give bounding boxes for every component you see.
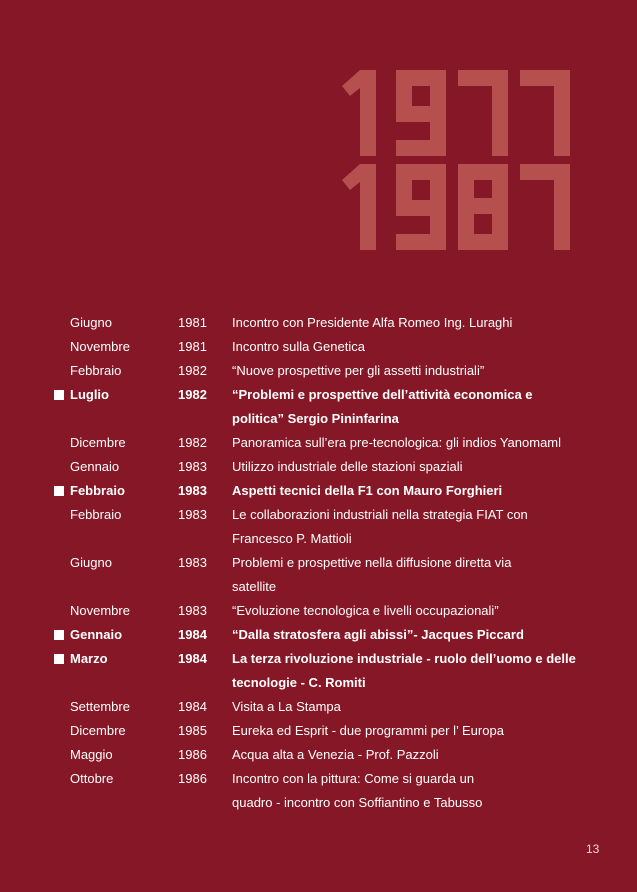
highlight-square-icon xyxy=(54,630,64,640)
event-description xyxy=(232,479,602,503)
event-row xyxy=(0,623,637,647)
event-description xyxy=(232,311,602,335)
event-description-line: politica” Sergio Pininfarina xyxy=(232,411,399,426)
event-description-line: Francesco P. Mattioli xyxy=(232,531,352,546)
event-description xyxy=(232,599,602,623)
digit-7 xyxy=(520,70,570,156)
event-row xyxy=(0,455,637,479)
event-row xyxy=(0,503,637,551)
event-row xyxy=(0,383,637,431)
digit-1 xyxy=(342,70,376,156)
event-description-line: Eureka ed Esprit - due programmi per l’ Europa xyxy=(232,723,504,738)
event-year: 1983 xyxy=(178,459,207,474)
event-year: 1981 xyxy=(178,339,207,354)
event-year: 1983 xyxy=(178,555,207,570)
event-description xyxy=(232,695,602,719)
digit-7 xyxy=(458,70,508,156)
event-row xyxy=(0,743,637,767)
event-description-line: La terza rivoluzione industriale - ruolo dell’uomo e delle xyxy=(232,651,576,666)
event-description xyxy=(232,383,602,431)
year-range-heading xyxy=(338,70,570,250)
event-row xyxy=(0,647,637,695)
highlight-square-icon xyxy=(54,654,64,664)
event-description xyxy=(232,359,602,383)
event-description-line: Incontro con Presidente Alfa Romeo Ing. Luraghi xyxy=(232,315,513,330)
digit-9 xyxy=(396,164,446,250)
event-row xyxy=(0,551,637,599)
event-description xyxy=(232,335,602,359)
event-year: 1981 xyxy=(178,315,207,330)
event-description xyxy=(232,431,602,455)
event-description-line: “Problemi e prospettive dell’attività economica e xyxy=(232,387,533,402)
event-year: 1986 xyxy=(178,771,207,786)
event-year: 1984 xyxy=(178,651,207,666)
event-description xyxy=(232,647,602,695)
event-month: Settembre xyxy=(70,699,130,714)
event-month: Giugno xyxy=(70,315,112,330)
event-row xyxy=(0,599,637,623)
event-description xyxy=(232,455,602,479)
event-month: Novembre xyxy=(70,603,130,618)
highlight-square-icon xyxy=(54,486,64,496)
event-description xyxy=(232,743,602,767)
event-year: 1983 xyxy=(178,603,207,618)
event-row xyxy=(0,695,637,719)
event-year: 1982 xyxy=(178,387,207,402)
page-number: 13 xyxy=(586,842,600,856)
event-year: 1986 xyxy=(178,747,207,762)
events-list xyxy=(0,311,637,815)
event-description xyxy=(232,503,602,551)
event-description-line: Acqua alta a Venezia - Prof. Pazzoli xyxy=(232,747,439,762)
event-month: Marzo xyxy=(70,651,108,666)
event-month: Maggio xyxy=(70,747,113,762)
event-description-line: Problemi e prospettive nella diffusione diretta via xyxy=(232,555,512,570)
event-row xyxy=(0,335,637,359)
event-month: Febbraio xyxy=(70,363,122,378)
event-description xyxy=(232,767,602,815)
event-month: Ottobre xyxy=(70,771,114,786)
event-description-line: Le collaborazioni industriali nella strategia FIAT con xyxy=(232,507,528,522)
event-month: Giugno xyxy=(70,555,112,570)
event-year: 1983 xyxy=(178,483,207,498)
event-month: Dicembre xyxy=(70,435,126,450)
event-description-line: “Evoluzione tecnologica e livelli occupazionali” xyxy=(232,603,499,618)
highlight-square-icon xyxy=(54,390,64,400)
event-row xyxy=(0,311,637,335)
year-start xyxy=(338,70,570,156)
event-month: Gennaio xyxy=(70,459,120,474)
event-description-line: quadro - incontro con Soffiantino e Tabusso xyxy=(232,795,483,810)
event-year: 1985 xyxy=(178,723,207,738)
event-description-line: Incontro sulla Genetica xyxy=(232,339,365,354)
event-description-line: Panoramica sull’era pre-tecnologica: gli indios Yanomaml xyxy=(232,435,562,450)
event-description-line: Incontro con la pittura: Come si guarda un xyxy=(232,771,475,786)
event-row xyxy=(0,431,637,455)
event-description xyxy=(232,719,602,743)
event-description xyxy=(232,623,602,647)
event-row xyxy=(0,359,637,383)
event-description xyxy=(232,551,602,599)
digit-9 xyxy=(396,70,446,156)
event-month: Luglio xyxy=(70,387,109,402)
event-description-line: Utilizzo industriale delle stazioni spaziali xyxy=(232,459,463,474)
digit-1 xyxy=(342,164,376,250)
event-description-line: Visita a La Stampa xyxy=(232,699,341,714)
year-end xyxy=(338,164,570,250)
event-description-line: Aspetti tecnici della F1 con Mauro Forghieri xyxy=(232,483,503,498)
event-row xyxy=(0,719,637,743)
event-description-line: “Nuove prospettive per gli assetti industriali” xyxy=(232,363,485,378)
event-month: Febbraio xyxy=(70,483,125,498)
event-row xyxy=(0,767,637,815)
event-month: Novembre xyxy=(70,339,130,354)
digit-8 xyxy=(458,164,508,250)
event-month: Gennaio xyxy=(70,627,123,642)
event-month: Dicembre xyxy=(70,723,126,738)
digit-7 xyxy=(520,164,570,250)
event-description-line: tecnologie - C. Romiti xyxy=(232,675,366,690)
event-year: 1982 xyxy=(178,363,207,378)
event-year: 1983 xyxy=(178,507,207,522)
event-year: 1984 xyxy=(178,627,207,642)
event-description-line: “Dalla stratosfera agli abissi”- Jacques Piccard xyxy=(232,627,524,642)
event-row xyxy=(0,479,637,503)
event-description-line: satellite xyxy=(232,579,277,594)
event-month: Febbraio xyxy=(70,507,122,522)
event-year: 1982 xyxy=(178,435,207,450)
event-year: 1984 xyxy=(178,699,207,714)
